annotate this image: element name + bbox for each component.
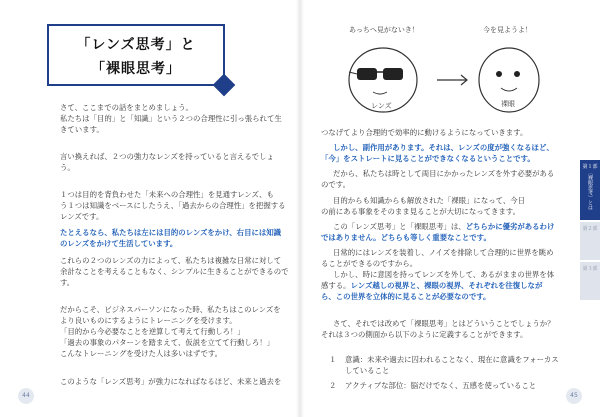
- lens-naked-eye-illustration: [333, 22, 553, 118]
- left-p4-line1: たとえるなら、私たちは左には目的のレンズをかけ、右目には知識: [60, 228, 282, 237]
- left-face-caption: あっちへ見がないき！: [349, 26, 419, 34]
- right-face-label: 裸眼: [501, 100, 515, 108]
- side-tab-part2: [580, 222, 600, 260]
- side-tab-part2-label: 第２部: [582, 226, 598, 232]
- side-tab-part1-label: 第１部: [582, 164, 598, 170]
- left-p3-line3: レンズです。: [60, 212, 104, 221]
- left-p4-line2: のレンズをかけて生活しています。: [60, 239, 178, 248]
- right-p5-line4: [321, 281, 542, 291]
- left-p2-line1: 言い換えれば、２つの強力なレンズを持っていると言えるでしょ: [60, 152, 274, 161]
- right-p5-prefix: 感する。: [321, 281, 351, 290]
- right-p6-line2: それは３つの側面から以下のように定義することができます。: [321, 330, 528, 339]
- left-p3-line2: う１つは知識をベースにしたうえ、「過去からの合理性」を把握する: [60, 201, 286, 210]
- right-p5-line3: しかし、時に意図を持ってレンズを外して、あるがままの世界を体: [333, 270, 555, 279]
- left-p6-line4: 「過去の事象のパターンを踏まえて、仮説を立てて行動しろ！」: [60, 338, 275, 347]
- side-tab-part1-sub: 〔裸眼思考〕とは: [587, 170, 593, 210]
- right-p3-line2: の前にある事象をそのまま見ることが大切になってきます。: [321, 207, 520, 216]
- right-p3-line1: 目的からも知識からも解放された「裸眼」になって、今日: [333, 196, 526, 205]
- side-tab-part3-label: 第３部: [582, 266, 598, 272]
- left-p7-line1: このような「レンズ思考」が強力になればなるほど、未来と過去を: [60, 377, 282, 386]
- gutter: [296, 0, 304, 417]
- list-item-2-line1: アクティブな部位：脳だけでなく、五感を使っていること: [345, 381, 537, 390]
- right-p4-line2: ではありません。どちらも等しく重要なことです。: [321, 233, 491, 242]
- right-p2-line2: のです。: [321, 180, 350, 189]
- left-p5-line2: 余計なことを考えることもなく、シンプルに生きることができるので: [60, 267, 289, 276]
- list-item-1-line2: していること: [345, 366, 390, 375]
- left-p6-line2: より良いものにするようにトレーニングを受けます。: [60, 316, 237, 325]
- right-p4-line1: [333, 222, 554, 232]
- left-p1-line1: さて、ここまでの話をまとめましょう。: [60, 103, 193, 112]
- list-item-1-number: １: [329, 355, 337, 364]
- right-p5-line5: ら、この世界を立体的に見ることが必要なのです。: [321, 292, 491, 301]
- page-number-left: 44: [18, 388, 34, 404]
- left-p1-line3: きています。: [60, 125, 104, 134]
- left-p5-line1: これらの２つのレンズの力によって、私たちは複雑な日常に対して: [60, 256, 282, 265]
- left-p6-line3: 「目的から今必要なことを逆算して考えて行動しろ！」: [60, 327, 245, 336]
- right-p4-part-a: この「レンズ思考」と「裸眼思考」は、: [333, 222, 466, 231]
- right-p1-blue-line1: しかし、副作用があります。それは、レンズの度が強くなるほど、: [333, 143, 554, 152]
- right-p1-line1: つなげてより合理的で効率的に動けるようになっていきます。: [321, 128, 528, 137]
- left-p1-line2: 私たちは「目的」と「知識」という２つの合理性に引っ張られて生: [60, 114, 282, 123]
- left-p6-line1: だからこそ、ビジネスパーソンになった時、私たちはこのレンズを: [60, 305, 281, 314]
- left-p2-line2: う。: [60, 163, 75, 172]
- left-face-label: レンズ: [371, 102, 392, 110]
- side-tab-part3: [580, 262, 600, 300]
- left-p6-line5: こんなトレーニングを受けた人は多いはずです。: [60, 349, 223, 358]
- left-p5-line3: す。: [60, 278, 75, 287]
- title-line-1: 「レンズ思考」と: [76, 37, 196, 53]
- right-p5-blue-1: レンズ越しの視界と、裸眼の視界、それぞれを往復しなが: [350, 281, 543, 290]
- right-p1-blue-line2: 「今」をストレートに見ることができなくなるということです。: [321, 154, 535, 163]
- right-p6-line1: さて、それでは改めて「裸眼思考」とはどういうことでしょうか？: [333, 319, 555, 328]
- right-face-caption: 今を見ようよ！: [483, 26, 532, 34]
- chapter-title-box: [47, 24, 225, 86]
- side-tabs: [580, 160, 600, 302]
- list-item-2-number: ２: [329, 381, 337, 390]
- right-p5-line2: ることができるのですから。: [321, 259, 418, 268]
- side-tab-part1: [580, 160, 600, 220]
- left-p3-line1: １つは目的を背負わせた「未来への合理性」を見通すレンズ、も: [60, 190, 274, 199]
- illustration: [333, 22, 553, 118]
- list-item-1-line1: 意識：未来や過去に囚われることなく、現在に意識をフォーカス: [345, 355, 559, 364]
- page-number-right: 45: [566, 388, 582, 404]
- right-p5-line1: 日常的にはレンズを装着し、ノイズを排除して合理的に世界を眺め: [333, 248, 554, 257]
- right-p2-line1: だから、私たちは時として両目にかかったレンズを外す必要がある: [333, 169, 555, 178]
- right-p4-part-b: どちらかに優劣があるわけ: [465, 222, 555, 231]
- title-line-2: 「裸眼思考」: [91, 61, 181, 77]
